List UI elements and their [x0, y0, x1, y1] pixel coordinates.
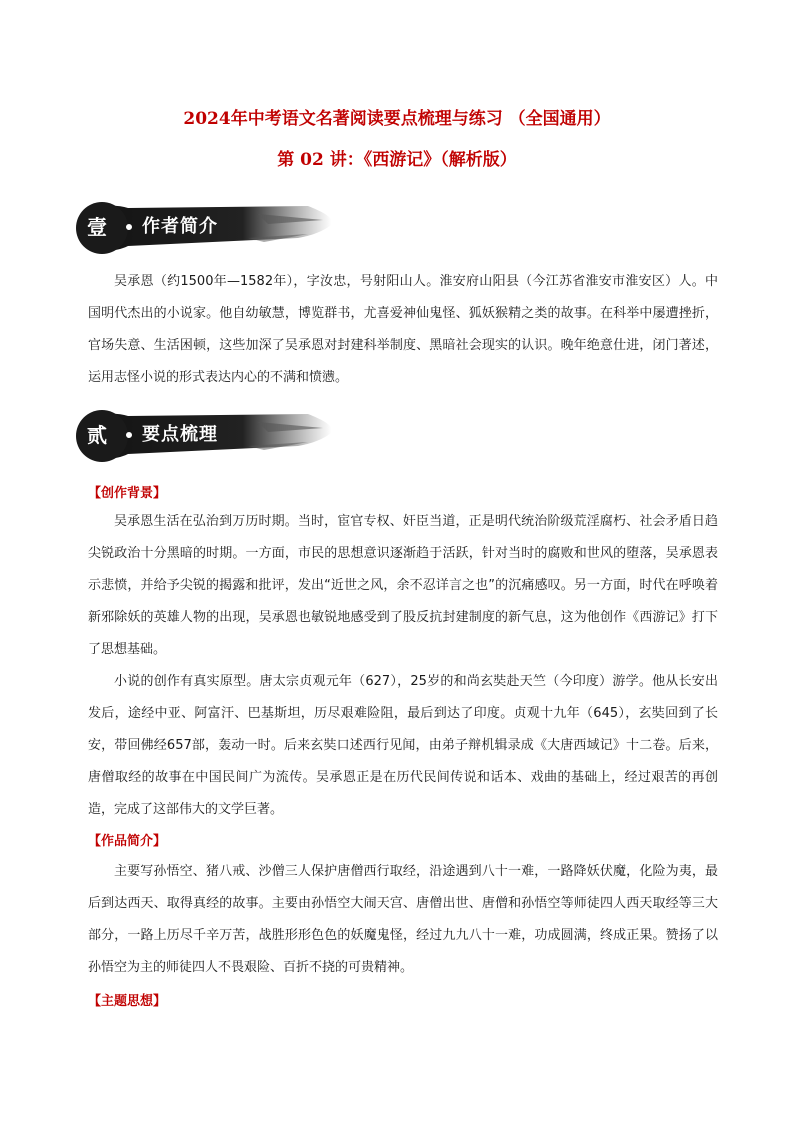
section-title: 要点梳理	[142, 424, 218, 445]
work-intro-paragraph: 主要写孙悟空、猪八戒、沙僧三人保护唐僧西行取经，沿途遇到八十一难，一路降妖伏魔，化险为夷，最后到达西天、取得真经的故事。主要由孙悟空大闹天宫、唐僧出世、唐僧和孙悟空等师徒四人西天取经等三大部分，一路上历尽千辛万苦，战胜形形色色的妖魔鬼怪，经过九九八十一难，功成圆满，终成正果。赞扬了以孙悟空为主的师徒四人不畏艰险、百折不挠的可贵精神。	[88, 864, 718, 975]
theme-label: 【主题思想】	[88, 994, 167, 1009]
section-banner-author	[68, 198, 338, 258]
section-banner-key-points	[68, 406, 338, 466]
work-intro-label: 【作品简介】	[88, 834, 167, 849]
section-number: 壹	[87, 215, 107, 239]
section-number: 贰	[87, 423, 107, 447]
background-label: 【创作背景】	[88, 486, 167, 501]
document-subtitle: 第 02 讲：《西游记》（解析版）	[277, 150, 517, 170]
document-title: 2024年中考语文名著阅读要点梳理与练习 （全国通用）	[183, 109, 611, 129]
background-paragraph-2: 小说的创作有真实原型。唐太宗贞观元年（627），25岁的和尚玄奘赴天竺（今印度）游学。他从长安出发后，途经中亚、阿富汗、巴基斯坦，历尽艰难险阻，最后到达了印度。贞观十九年（645），玄奘回到了长安，带回佛经657部，轰动一时。后来玄奘口述西行见闻，由弟子辩机辑录成《大唐西域记》十二卷。后来，唐僧取经的故事在中国民间广为流传。吴承恩正是在历代民间传说和话本、戏曲的基础上，经过艰苦的再创造，完成了这部伟大的文学巨著。	[88, 674, 718, 817]
section-title: 作者简介	[142, 216, 218, 237]
bullet-dot-icon	[126, 224, 132, 230]
bullet-dot-icon	[126, 432, 132, 438]
author-intro-paragraph: 吴承恩（约1500年—1582年），字汝忠，号射阳山人。淮安府山阳县（今江苏省淮安市淮安区）人。中国明代杰出的小说家。他自幼敏慧，博览群书，尤喜爱神仙鬼怪、狐妖猴精之类的故事。在科举中屡遭挫折，官场失意、生活困顿，这些加深了吴承恩对封建科举制度、黑暗社会现实的认识。晚年绝意仕进，闭门著述，运用志怪小说的形式表达内心的不满和愤懑。	[88, 274, 718, 385]
background-paragraph-1: 吴承恩生活在弘治到万历时期。当时，宦官专权、奸臣当道，正是明代统治阶级荒淫腐朽、社会矛盾日趋尖锐政治十分黑暗的时期。一方面，市民的思想意识逐渐趋于活跃，针对当时的腐败和世风的堕落，吴承恩表示悲愤，并给予尖锐的揭露和批评，发出“近世之风，余不忍详言之也”的沉痛感叹。另一方面，时代在呼唤着新邪除妖的英雄人物的出现，吴承恩也敏锐地感受到了股反抗封建制度的新气息，这为他创作《西游记》打下了思想基础。	[88, 514, 718, 657]
